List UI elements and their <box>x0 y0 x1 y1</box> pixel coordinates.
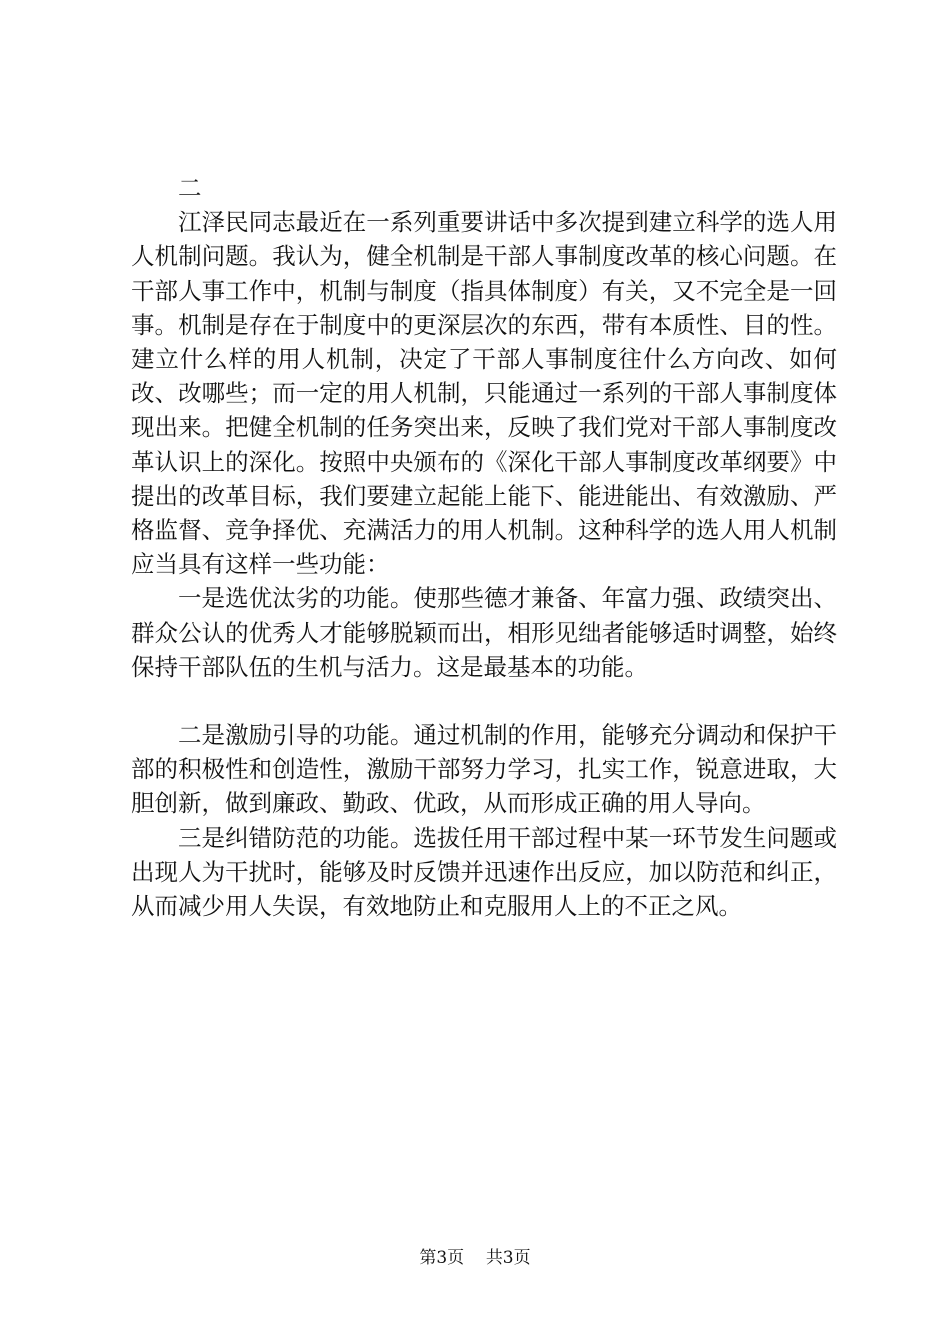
document-body <box>131 171 837 923</box>
page-footer <box>0 1243 950 1268</box>
page-total: 共3页 <box>485 1248 531 1268</box>
paragraph-function-3: 三是纠错防范的功能。选拔任用干部过程中某一环节发生问题或出现人为干扰时，能够及时反馈并迅速作出反应，加以防范和纠正，从而减少用人失误，有效地防止和克服用人上的不正之风。 <box>131 823 837 921</box>
paragraph-function-2: 二是激励引导的功能。通过机制的作用，能够充分调动和保护干部的积极性和创造性，激励干部努力学习，扎实工作，锐意进取，大胆创新，做到廉政、勤政、优政，从而形成正确的用人导向。 <box>131 721 837 818</box>
page-number: 第3页 <box>419 1248 465 1268</box>
paragraph-function-1: 一是选优汰劣的功能。使那些德才兼备、年富力强、政绩突出、群众公认的优秀人才能够脱颖而出，相形见绌者能够适时调整，始终保持干部队伍的生机与活力。这是最基本的功能。 <box>131 584 837 681</box>
paragraph-intro: 江泽民同志最近在一系列重要讲话中多次提到建立科学的选人用人机制问题。我认为，健全机制是干部人事制度改革的核心问题。在干部人事工作中，机制与制度（指具体制度）有关，又不完全是一回事。机制是存在于制度中的更深层次的东西，带有本质性、目的性。建立什么样的用人机制，决定了干部人事制度往什么方向改、如何改、改哪些；而一定的用人机制，只能通过一系列的干部人事制度体现出来。把健全机制的任务突出来，反映了我们党对干部人事制度改革认识上的深化。按照中央颁布的《深化干部人事制度改革纲要》中提出的改革目标，我们要建立起能上能下、能进能出、有效激励、严格监督、竞争择优、充满活力的用人机制。这种科学的选人用人机制应当具有这样一些功能： <box>131 208 837 579</box>
footer-spacer <box>470 1248 481 1268</box>
section-marker: 二 <box>178 174 202 202</box>
